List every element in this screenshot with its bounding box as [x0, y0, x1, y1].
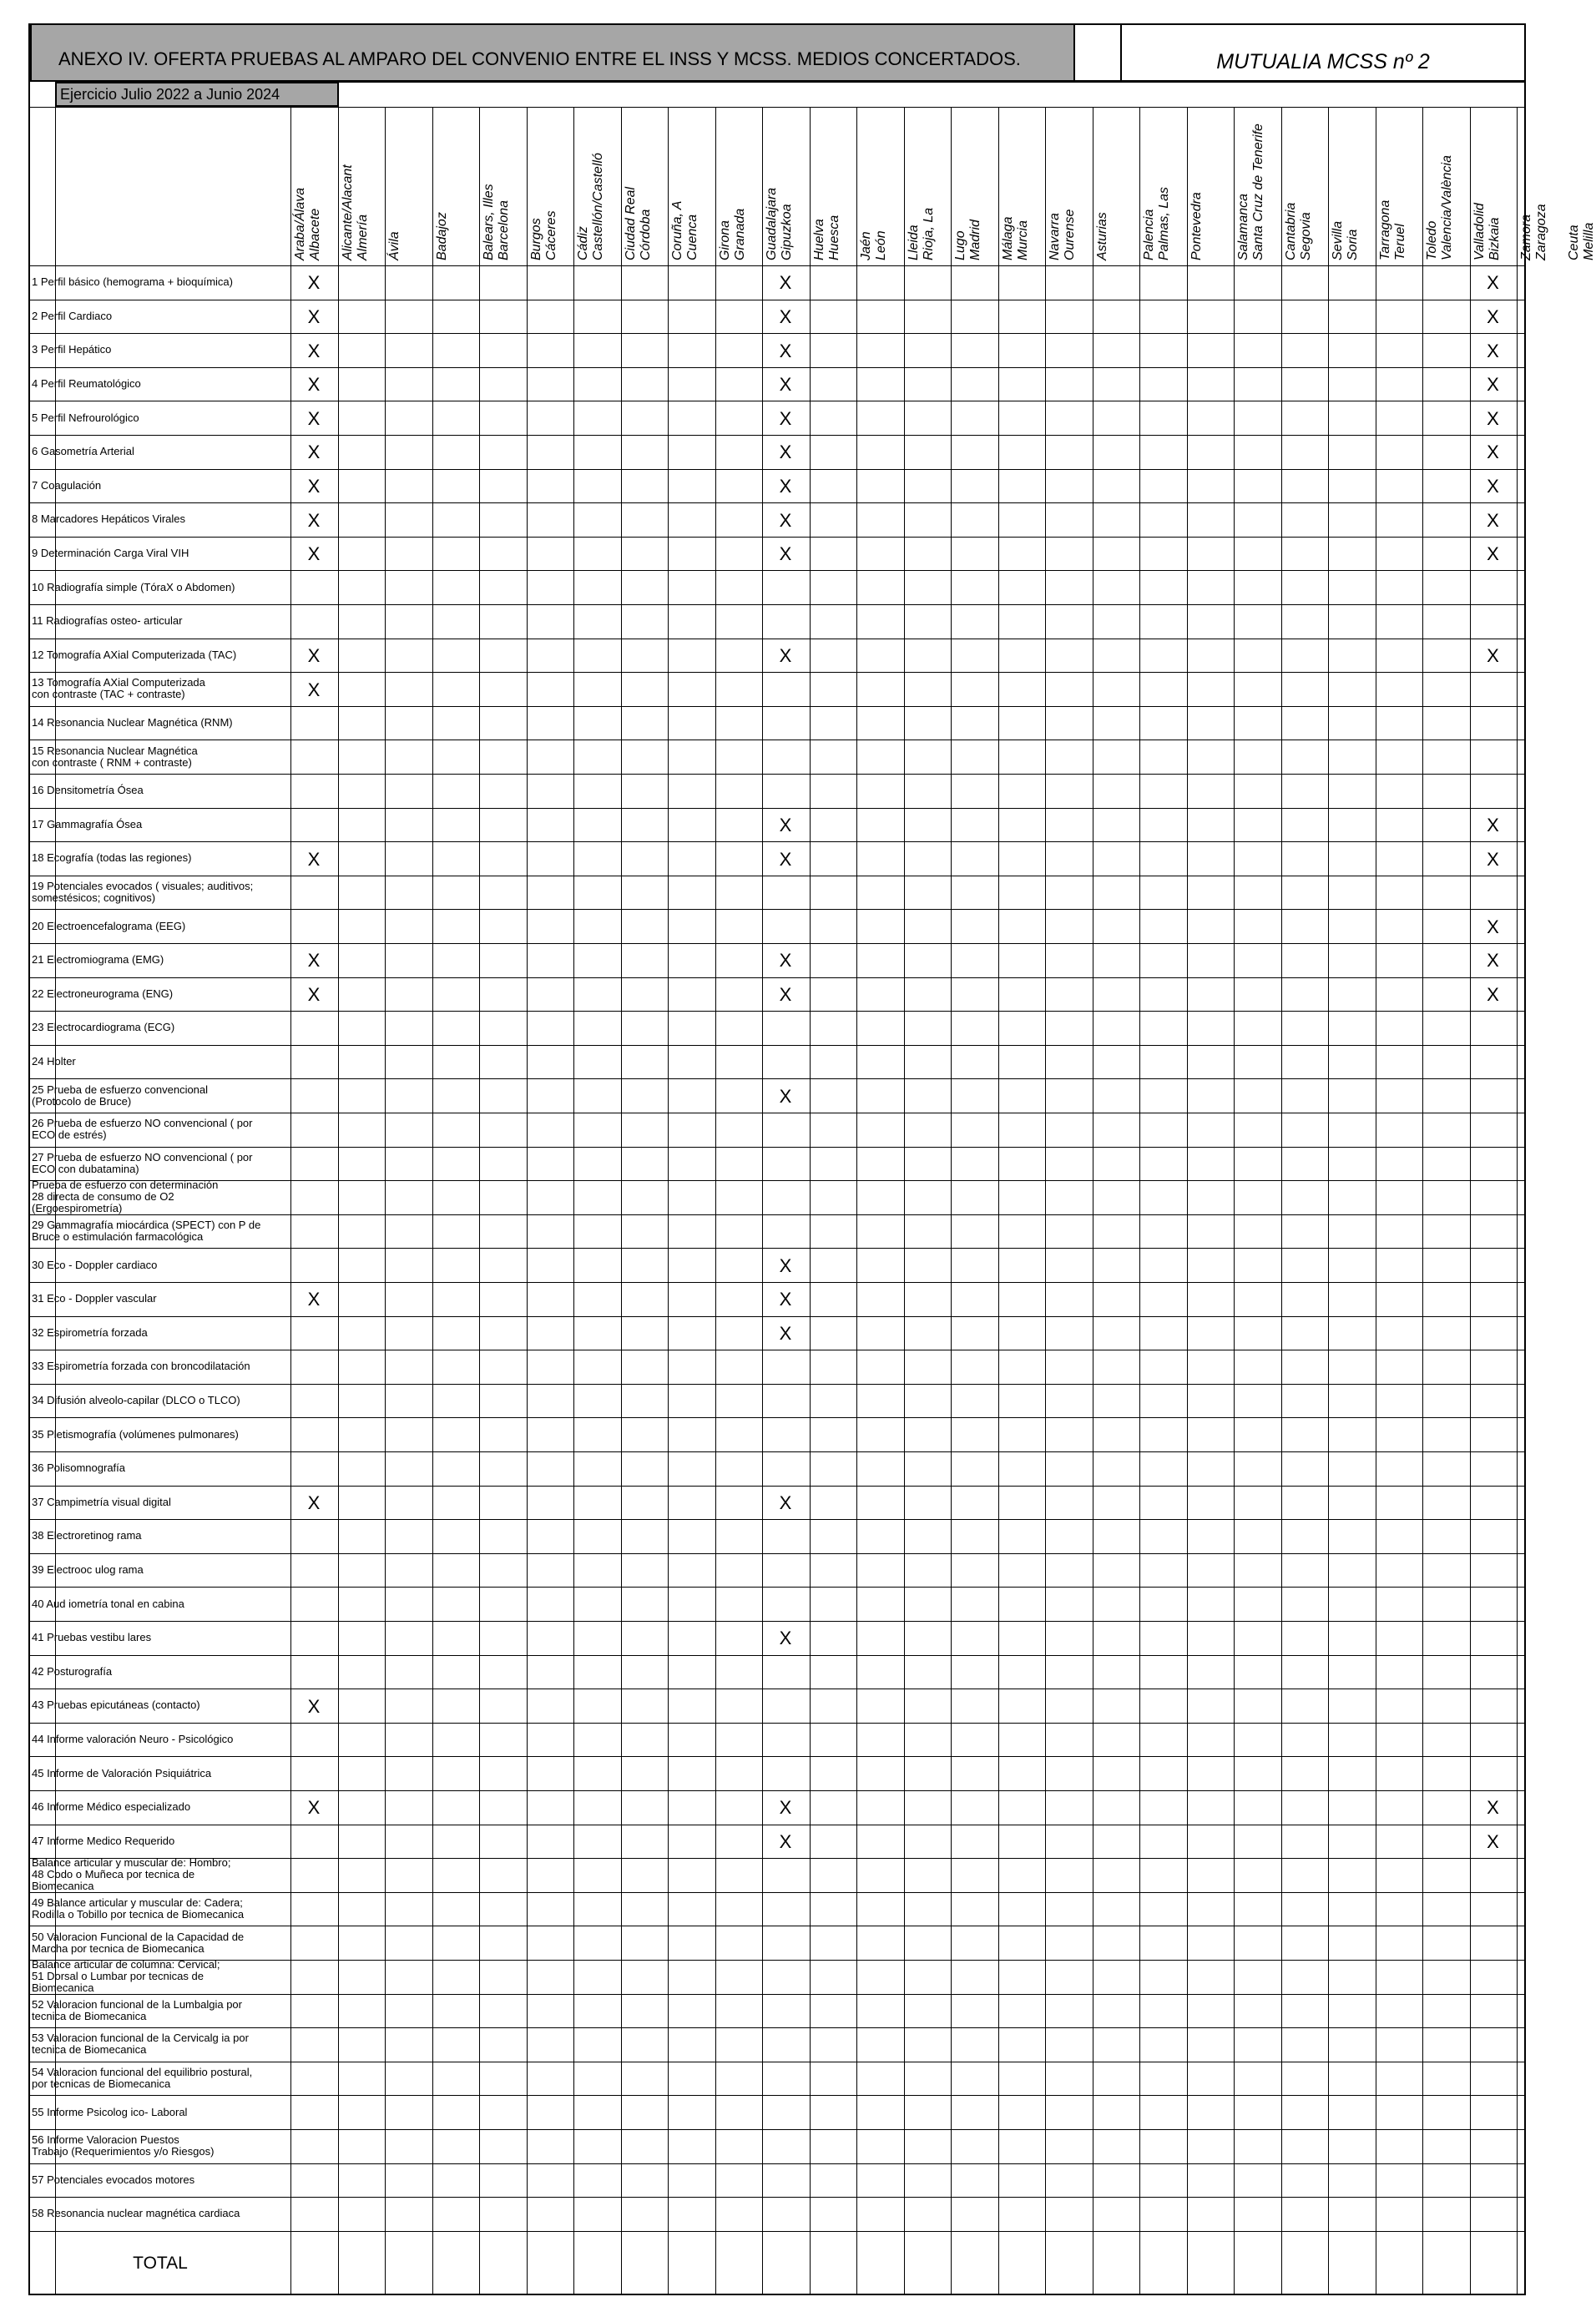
row-label: 4 Perfil Reumatológico — [32, 377, 141, 391]
availability-mark: X — [779, 1492, 792, 1513]
row-label: 34 Difusión alveolo-capilar (DLCO o TLCO) — [32, 1394, 240, 1407]
column-header-province: Girona — [717, 220, 732, 260]
availability-mark: X — [779, 848, 792, 870]
column-header-province: Huesca — [826, 215, 841, 260]
column-header-province: Zaragoza — [1534, 204, 1548, 260]
row-label: 6 Gasometría Arterial — [32, 445, 134, 458]
availability-mark: X — [779, 305, 792, 327]
row-label: 46 Informe Médico especializado — [32, 1800, 191, 1814]
availability-mark: X — [307, 1797, 321, 1819]
column-header-province: Guadalajara — [765, 187, 779, 260]
availability-mark: X — [1487, 442, 1499, 463]
row-label: 3 Perfil Hepático — [32, 343, 112, 356]
row-label: 37 Campimetría visual digital — [32, 1495, 171, 1508]
row-label: 57 Potenciales evocados motores — [32, 2173, 195, 2186]
column-header-province: Melilla — [1581, 222, 1596, 260]
column-header-province: Castellón/Castelló — [591, 153, 605, 260]
availability-mark: X — [307, 1289, 321, 1310]
row-label: 5 Perfil Nefrourológico — [32, 411, 139, 424]
availability-mark: X — [1487, 407, 1499, 429]
availability-mark: X — [779, 407, 792, 429]
availability-mark: X — [779, 1085, 792, 1107]
document-title: ANEXO IV. OFERTA PRUEBAS AL AMPARO DEL CONVENIO ENTRE EL INSS Y MCSS. MEDIOS CONCERTADOS. — [58, 48, 1021, 69]
row-label: 9 Determinación Carga Viral VIH — [32, 547, 189, 560]
row-label: 56 Informe Valoracion Puestos Trabajo (Requerimientos y/o Riesgos) — [32, 2133, 215, 2158]
column-header-province: Madrid — [968, 220, 982, 260]
availability-mark: X — [307, 407, 321, 429]
availability-mark: X — [1487, 848, 1499, 870]
row-label: 49 Balance articular y muscular de: Cadera; Rodilla o Tobillo por tecnica de Biomecanica — [32, 1896, 245, 1921]
availability-mark: X — [779, 983, 792, 1005]
row-label: 14 Resonancia Nuclear Magnética (RNM) — [32, 716, 233, 729]
availability-mark: X — [779, 272, 792, 294]
column-header-province: Huelva — [811, 219, 826, 260]
row-label: 21 Electromiograma (EMG) — [32, 953, 164, 967]
column-header-province: Asturias — [1094, 212, 1109, 260]
availability-mark: X — [1487, 983, 1499, 1005]
row-label: 19 Potenciales evocados ( visuales; auditivos; somestésicos; cognitivos) — [32, 880, 254, 905]
row-label: 17 Gammagrafía Ósea — [32, 817, 143, 830]
column-header-province: Badajoz — [434, 212, 449, 260]
column-header-province: Zamora — [1519, 214, 1533, 260]
availability-mark: X — [1487, 374, 1499, 396]
availability-mark: X — [779, 1830, 792, 1852]
availability-mark: X — [1487, 340, 1499, 361]
availability-mark: X — [779, 509, 792, 531]
column-header-province: Ciudad Real — [623, 186, 638, 260]
availability-mark: X — [779, 644, 792, 666]
row-label: 38 Electroretinog rama — [32, 1529, 142, 1542]
row-label: 44 Informe valoración Neuro - Psicológico — [32, 1733, 234, 1746]
column-header-province: Jaén — [859, 231, 873, 260]
header-top-line — [290, 82, 1526, 83]
availability-mark: X — [779, 1628, 792, 1649]
column-header-province: Rioja, La — [921, 207, 936, 260]
availability-mark: X — [1487, 272, 1499, 294]
row-label: 26 Prueba de esfuerzo NO convencional ( por ECO de estrés) — [32, 1117, 253, 1142]
row-label: 20 Electroencefalograma (EEG) — [32, 919, 186, 932]
availability-mark: X — [307, 679, 321, 700]
row-label: 7 Coagulación — [32, 478, 102, 492]
availability-mark: X — [307, 374, 321, 396]
column-header-province: Málaga — [1000, 216, 1015, 260]
availability-mark: X — [1487, 509, 1499, 531]
row-label: 54 Valoracion funcional del equilibrio postural, por tecnicas de Biomecanica — [32, 2066, 253, 2091]
row-label: 2 Perfil Cardiaco — [32, 309, 113, 322]
row-label: 12 Tomografía AXial Computerizada (TAC) — [32, 648, 237, 661]
column-header-province: Toledo — [1425, 220, 1439, 260]
column-header-province: Pontevedra — [1189, 192, 1204, 260]
availability-mark: X — [779, 1254, 792, 1276]
column-header-province: Palencia — [1142, 209, 1156, 260]
row-label: 13 Tomografía AXial Computerizada con contraste (TAC + contraste) — [32, 676, 205, 701]
column-header-province: Teruel — [1392, 224, 1407, 260]
availability-mark: X — [307, 475, 321, 497]
row-label: 32 Espirometría forzada — [32, 1325, 148, 1339]
row-label: 27 Prueba de esfuerzo NO convencional ( por ECO con dubatamina) — [32, 1150, 253, 1175]
row-label: 31 Eco - Doppler vascular — [32, 1292, 157, 1305]
column-header-province: Palmas, Las — [1157, 186, 1171, 260]
availability-mark: X — [1487, 814, 1499, 835]
period-label: Ejercicio Julio 2022 a Junio 2024 — [55, 82, 339, 107]
row-label: 30 Eco - Doppler cardiaco — [32, 1258, 158, 1271]
availability-mark: X — [779, 1322, 792, 1344]
availability-mark: X — [1487, 950, 1499, 972]
column-header-province: Almería — [355, 214, 370, 260]
availability-mark: X — [1487, 1797, 1499, 1819]
column-header-province: Burgos — [528, 218, 543, 260]
row-label: 15 Resonancia Nuclear Magnética con contraste ( RNM + contraste) — [32, 744, 198, 769]
column-header-province: Ávila — [387, 231, 402, 260]
availability-mark: X — [779, 374, 792, 396]
availability-mark: X — [1487, 475, 1499, 497]
row-label: 58 Resonancia nuclear magnética cardiaca — [32, 2207, 240, 2220]
column-header-province: Ourense — [1063, 209, 1077, 260]
column-header-province: Murcia — [1015, 220, 1030, 260]
availability-mark: X — [779, 475, 792, 497]
row-label: 53 Valoracion funcional de la Cervicalg ia por tecnica de Biomecanica — [32, 2032, 249, 2057]
availability-mark: X — [307, 950, 321, 972]
column-header-province: Cáceres — [543, 210, 558, 260]
availability-mark: X — [307, 509, 321, 531]
row-label: 11 Radiografías osteo- articular — [32, 614, 183, 628]
column-header-province: Segovia — [1298, 212, 1313, 260]
availability-mark: X — [779, 950, 792, 972]
availability-mark: X — [307, 340, 321, 361]
row-label: 8 Marcadores Hepáticos Virales — [32, 512, 186, 526]
column-header-province: Córdoba — [638, 209, 653, 260]
availability-mark: X — [779, 1289, 792, 1310]
availability-mark: X — [307, 1695, 321, 1717]
row-label: 45 Informe de Valoración Psiquiátrica — [32, 1766, 212, 1779]
availability-mark: X — [307, 1492, 321, 1513]
row-label: 25 Prueba de esfuerzo convencional (Protocolo de Bruce) — [32, 1083, 209, 1108]
column-header-province: Balears, Illes — [482, 184, 496, 260]
total-label: TOTAL — [133, 2253, 188, 2273]
row-label: 35 Pletismografía (volúmenes pulmonares) — [32, 1427, 239, 1441]
availability-mark: X — [307, 442, 321, 463]
availability-mark: X — [1487, 543, 1499, 565]
availability-mark: X — [307, 305, 321, 327]
column-header-province: Cuenca — [685, 214, 700, 260]
column-header-province: Albacete — [308, 208, 322, 260]
mutua-name: MUTUALIA MCSS nº 2 — [1216, 50, 1430, 73]
row-label: 50 Valoracion Funcional de la Capacidad de Marcha por tecnica de Biomecanica — [32, 1930, 245, 1955]
column-header-province: Lleida — [906, 225, 921, 260]
row-label: 40 Aud iometría tonal en cabina — [32, 1597, 184, 1610]
row-label: 52 Valoracion funcional de la Lumbalgia por tecnica de Biomecanica — [32, 1997, 242, 2022]
column-header-province: Valladolid — [1472, 203, 1487, 260]
row-label: Balance articular de columna: Cervical; 51 Dorsal o Lumbar por tecnicas de Biomecanica — [32, 1958, 220, 1995]
column-header-province: Granada — [732, 208, 747, 260]
header-line — [30, 107, 1526, 108]
column-header-province: Santa Cruz de Tenerife — [1251, 124, 1265, 260]
row-label: 39 Electrooc ulog rama — [32, 1563, 144, 1577]
availability-mark: X — [779, 442, 792, 463]
row-label: 43 Pruebas epicutáneas (contacto) — [32, 1699, 200, 1712]
row-label: 23 Electrocardiograma (ECG) — [32, 1021, 175, 1034]
row-label: 33 Espirometría forzada con broncodilatación — [32, 1360, 250, 1373]
row-label: Prueba de esfuerzo con determinación 28 directa de consumo de O2 (Ergoespirometría) — [32, 1179, 219, 1215]
column-header-province: Gipuzkoa — [780, 204, 794, 260]
column-header-province: León — [874, 230, 888, 260]
column-header-province: Lugo — [953, 230, 967, 260]
row-label: Balance articular y muscular de: Hombro; 48 Codo o Muñeca por tecnica de Biomecanica — [32, 1856, 231, 1893]
column-header-province: Cantabria — [1283, 202, 1298, 260]
row-label: 42 Posturografía — [32, 1664, 113, 1678]
availability-mark: X — [1487, 644, 1499, 666]
column-header-province: Salamanca — [1236, 193, 1250, 260]
availability-mark: X — [307, 543, 321, 565]
column-header-province: Sevilla — [1331, 220, 1345, 260]
column-header-province: Araba/Álava — [293, 187, 307, 260]
availability-mark: X — [779, 340, 792, 361]
row-label: 18 Ecografía (todas las regiones) — [32, 851, 192, 865]
column-header-province: Tarragona — [1377, 199, 1392, 260]
row-label: 24 Holter — [32, 1055, 76, 1068]
row-label: 47 Informe Medico Requerido — [32, 1834, 175, 1847]
availability-mark: X — [779, 543, 792, 565]
column-header-province: Navarra — [1048, 213, 1062, 260]
availability-mark: X — [307, 848, 321, 870]
availability-mark: X — [307, 272, 321, 294]
availability-mark: X — [1487, 1830, 1499, 1852]
column-header-province: Ceuta — [1566, 225, 1581, 260]
column-header-province: Barcelona — [497, 199, 511, 260]
column-header-province: Soria — [1346, 229, 1360, 260]
row-label: 22 Electroneurograma (ENG) — [32, 987, 174, 1000]
availability-mark: X — [779, 814, 792, 835]
availability-mark: X — [307, 644, 321, 666]
availability-mark: X — [1487, 305, 1499, 327]
column-header-province: Bizkaia — [1487, 217, 1502, 260]
row-label: 41 Pruebas vestibu lares — [32, 1631, 152, 1644]
row-label: 16 Densitometría Ósea — [32, 784, 144, 797]
availability-mark: X — [1487, 916, 1499, 937]
row-label: 55 Informe Psicolog ico- Laboral — [32, 2105, 188, 2118]
row-label: 36 Polisomnografía — [32, 1461, 126, 1475]
row-label: 1 Perfil básico (hemograma + bioquímica) — [32, 275, 233, 289]
column-header-province: Valencia/València — [1440, 154, 1454, 260]
availability-mark: X — [779, 1797, 792, 1819]
availability-mark: X — [307, 983, 321, 1005]
row-label: 29 Gammagrafía miocárdica (SPECT) con P de Bruce o estimulación farmacológica — [32, 1219, 261, 1244]
column-header-province: Alicante/Alacant — [340, 164, 355, 260]
row-label: 10 Radiografía simple (TóraX o Abdomen) — [32, 580, 235, 593]
column-header-province: Cádiz — [576, 226, 590, 260]
column-header-province: Coruña, A — [670, 200, 684, 260]
